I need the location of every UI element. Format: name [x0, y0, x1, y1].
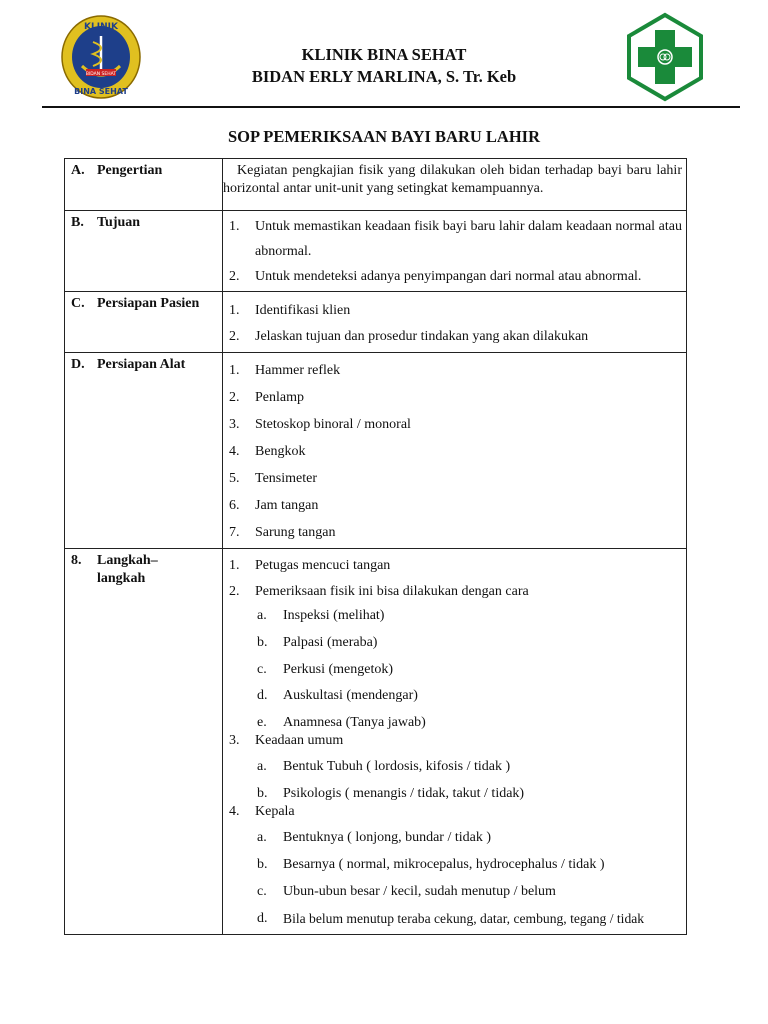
item-number: 1.	[229, 362, 240, 378]
sub-letter: d.	[257, 911, 268, 926]
sub-text: Perkusi (mengetok)	[283, 662, 394, 677]
list-item	[229, 557, 682, 583]
list-item	[229, 492, 682, 519]
item-text: Penlamp	[255, 389, 304, 405]
list-item	[229, 384, 682, 411]
item-text: Jelaskan tujuan dan prosedur tindakan yang akan dilakukan	[255, 329, 589, 344]
pengertian-text: Kegiatan pengkajian fisik yang dilakukan oleh bidan terhadap bayi baru lahir horizontal antar unit-unit yang setingkat kemampuannya.	[223, 163, 682, 196]
sub-item	[229, 785, 682, 803]
list-item	[229, 357, 682, 384]
section-letter: B.	[71, 215, 84, 230]
sub-item	[229, 661, 682, 687]
sub-text: Besarnya ( normal, mikrocepalus, hydrocephalus / tidak )	[283, 857, 605, 872]
item-text: Tensimeter	[255, 470, 317, 486]
sub-item	[229, 607, 682, 634]
section-letter: A.	[71, 163, 85, 178]
emblem-ribbon-text: BIDAN SEHAT	[85, 72, 117, 77]
sub-letter: a.	[257, 830, 267, 845]
sub-text: Bentuk Tubuh ( lordosis, kifosis / tidak )	[283, 759, 511, 774]
item-text: Petugas mencuci tangan	[255, 558, 391, 573]
item-number: 1.	[229, 303, 240, 318]
row-persiapan-alat	[65, 353, 687, 549]
item-number: 2.	[229, 389, 240, 405]
sub-item	[229, 687, 682, 714]
sub-letter: b.	[257, 857, 268, 872]
midwife-name: BIDAN ERLY MARLINA, S. Tr. Keb	[251, 67, 517, 86]
section-label: Langkah– langkah	[97, 553, 158, 586]
sub-text: Palpasi (meraba)	[283, 635, 378, 650]
sub-text: Auskultasi (mendengar)	[283, 688, 418, 703]
sub-item	[229, 910, 682, 932]
emblem-top-text: KLINIK	[84, 22, 118, 32]
item-text: Untuk memastikan keadaan fisik bayi baru lahir dalam keadaan normal atau abnormal.	[255, 219, 682, 259]
list-item	[229, 732, 682, 758]
green-cross-logo	[626, 12, 704, 102]
sub-item	[229, 829, 682, 856]
sub-text: Psikologis ( menangis / tidak, takut / tidak)	[283, 786, 525, 801]
sub-text: Ubun-ubun besar / kecil, sudah menutup / belum	[283, 884, 556, 899]
item-number: 2.	[229, 584, 240, 599]
item-number: 2.	[229, 269, 240, 284]
sub-item	[229, 758, 682, 785]
list-item	[229, 214, 682, 264]
item-number: 1.	[229, 558, 240, 573]
emblem-bottom-text: BINA SEHAT	[74, 87, 128, 96]
list-item	[229, 519, 682, 546]
section-label: Pengertian	[97, 163, 163, 178]
sub-letter: e.	[257, 715, 267, 730]
section-letter: 8.	[71, 553, 82, 568]
item-text: Keadaan umum	[255, 733, 344, 748]
document-title: SOP PEMERIKSAAN BAYI BARU LAHIR	[227, 127, 541, 146]
sub-letter: a.	[257, 759, 267, 774]
list-item	[229, 438, 682, 465]
row-tujuan	[65, 211, 687, 292]
item-number: 4.	[229, 443, 240, 459]
item-number: 2.	[229, 329, 240, 344]
header-divider	[42, 106, 740, 108]
clinic-name: KLINIK BINA SEHAT	[301, 45, 467, 64]
list-item	[229, 298, 682, 324]
sub-text: Bentuknya ( lonjong, bundar / tidak )	[283, 830, 492, 845]
sub-item	[229, 856, 682, 883]
item-text: Identifikasi klien	[255, 303, 351, 318]
sop-table	[64, 158, 687, 935]
sub-letter: c.	[257, 662, 267, 677]
item-text: Sarung tangan	[255, 524, 336, 540]
sub-text: Bila belum menutup teraba cekung, datar, cembung, tegang / tidak	[283, 911, 645, 926]
sub-text: Inspeksi (melihat)	[283, 608, 385, 623]
list-item	[229, 465, 682, 492]
list-item	[229, 583, 682, 607]
section-label: Tujuan	[97, 215, 141, 230]
item-text: Hammer reflek	[255, 362, 341, 378]
sub-letter: b.	[257, 786, 268, 801]
section-letter: D.	[71, 357, 85, 372]
sub-letter: d.	[257, 688, 268, 703]
list-item	[229, 264, 682, 289]
sub-item	[229, 883, 682, 910]
list-item	[229, 803, 682, 829]
row-langkah	[65, 549, 687, 935]
sub-letter: b.	[257, 635, 268, 650]
sub-text: Anamnesa (Tanya jawab)	[283, 715, 426, 730]
item-text: Untuk mendeteksi adanya penyimpangan dari normal atau abnormal.	[255, 269, 642, 284]
item-text: Stetoskop binoral / monoral	[255, 416, 411, 432]
item-number: 4.	[229, 804, 240, 819]
item-number: 3.	[229, 416, 240, 432]
list-item	[229, 411, 682, 438]
sub-item	[229, 714, 682, 732]
item-text: Bengkok	[255, 443, 306, 459]
item-number: 1.	[229, 219, 240, 234]
item-number: 6.	[229, 497, 240, 513]
section-letter: C.	[71, 296, 85, 311]
section-label: Persiapan Alat	[97, 357, 186, 372]
row-persiapan-pasien	[65, 292, 687, 353]
item-number: 3.	[229, 733, 240, 748]
item-text: Kepala	[255, 804, 295, 819]
sub-letter: a.	[257, 608, 267, 623]
row-pengertian	[65, 159, 687, 211]
item-text: Pemeriksaan fisik ini bisa dilakukan dengan cara	[255, 584, 529, 599]
item-number: 7.	[229, 524, 240, 540]
section-label: Persiapan Pasien	[97, 296, 200, 311]
item-text: Jam tangan	[255, 497, 319, 513]
sub-item	[229, 634, 682, 661]
sub-letter: c.	[257, 884, 267, 899]
item-number: 5.	[229, 470, 240, 486]
list-item	[229, 324, 682, 350]
